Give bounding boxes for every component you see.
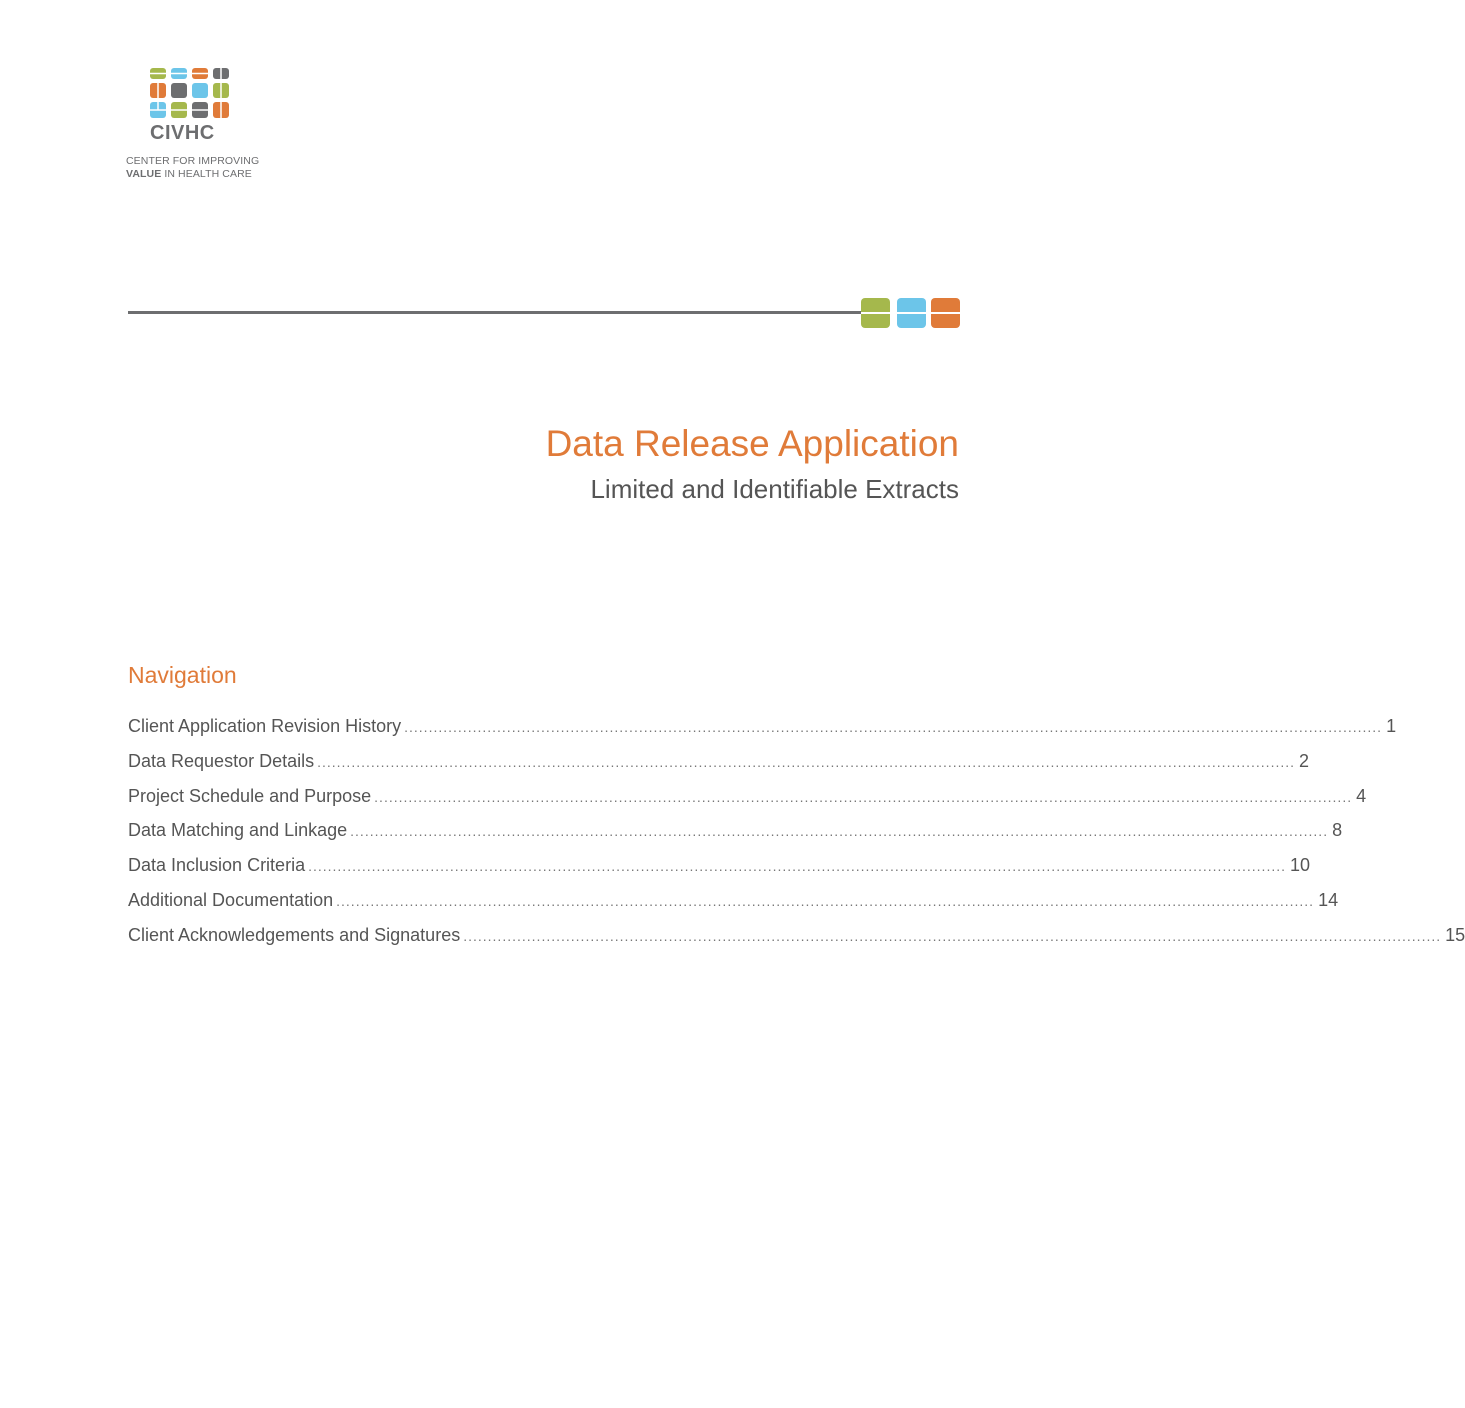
decorative-tiles-icon	[861, 298, 961, 329]
header-divider	[128, 311, 864, 314]
toc-item-label: Client Application Revision History	[128, 716, 402, 736]
toc-item-page: 10	[1290, 855, 1311, 876]
document-subtitle: Limited and Identifiable Extracts	[590, 474, 959, 504]
toc-item-page: 4	[1356, 785, 1367, 806]
toc-item-label: Client Acknowledgements and Signatures	[128, 924, 461, 945]
toc-item-label: Data Inclusion Criteria	[128, 855, 306, 876]
toc-item-page: 2	[1299, 750, 1310, 771]
document-title: Data Release Application	[545, 423, 959, 464]
toc-leader-dots: ........................................................................................................................................................................................................	[317, 753, 1296, 770]
toc-leader-dots: ........................................................................................................................................................................................................	[404, 719, 1383, 735]
toc-item-matching-linkage[interactable]	[128, 815, 1343, 850]
civhc-logo	[126, 66, 266, 186]
logo-tagline-line2	[126, 168, 252, 180]
toc-item-label: Data Matching and Linkage	[128, 820, 348, 841]
toc-item-page: 15	[1445, 924, 1465, 945]
toc-item-schedule-purpose[interactable]	[128, 781, 1367, 816]
toc-item-label: Project Schedule and Purpose	[128, 785, 372, 806]
toc-item-revision-history[interactable]	[128, 711, 1397, 746]
table-of-contents	[128, 711, 1465, 955]
toc-item-page: 1	[1386, 716, 1397, 736]
toc-item-label: Additional Documentation	[128, 889, 334, 910]
logo-tagline-rest: IN HEALTH CARE	[161, 168, 252, 180]
navigation-heading: Navigation	[128, 662, 237, 688]
logo-tagline-line1: CENTER FOR IMPROVING	[126, 155, 260, 167]
toc-item-inclusion-criteria[interactable]	[128, 850, 1311, 885]
toc-leader-dots: ........................................................................................................................................................................................................	[336, 892, 1315, 909]
toc-item-page: 8	[1332, 820, 1343, 841]
toc-item-additional-documentation[interactable]	[128, 885, 1339, 920]
toc-leader-dots: ........................................................................................................................................................................................................	[350, 823, 1329, 840]
civhc-logo-grid-icon	[150, 68, 230, 122]
toc-leader-dots: ........................................................................................................................................................................................................	[374, 788, 1353, 805]
toc-item-page: 14	[1318, 889, 1339, 910]
toc-leader-dots: ........................................................................................................................................................................................................	[463, 927, 1442, 944]
toc-item-acknowledgements-signatures[interactable]	[128, 920, 1465, 955]
logo-wordmark: CIVHC	[150, 122, 215, 144]
toc-item-label: Data Requestor Details	[128, 750, 315, 771]
toc-leader-dots: ........................................................................................................................................................................................................	[308, 858, 1287, 875]
toc-item-requestor-details[interactable]	[128, 746, 1310, 781]
logo-tagline-bold: VALUE	[126, 168, 162, 180]
